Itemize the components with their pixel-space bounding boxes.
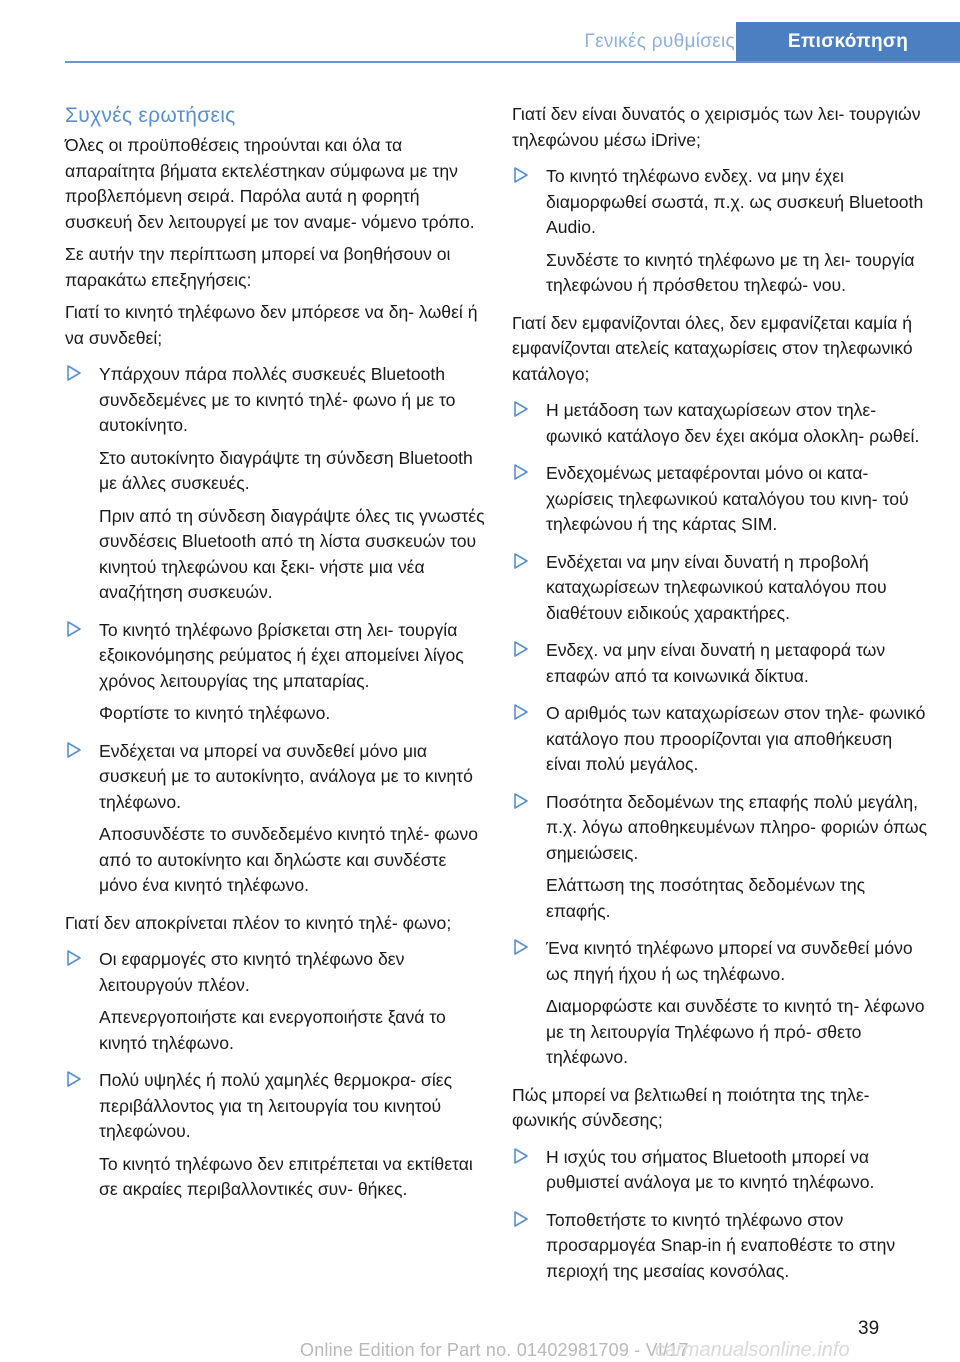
list-item xyxy=(512,164,930,299)
triangle-bullet-icon xyxy=(514,167,530,185)
page-header xyxy=(0,22,960,62)
triangle-bullet-icon xyxy=(514,793,530,811)
triangle-bullet-icon xyxy=(67,1071,83,1089)
list-item-text: Ποσότητα δεδομένων της επαφής πολύ μεγάλη, π.χ. λόγω αποθηκευμένων πληρο- φοριών όπως σημειώσεις. xyxy=(546,791,928,863)
list-item xyxy=(512,936,930,1071)
list-item-instruction: Διαμορφώστε και συνδέστε το κινητό τη- λέφωνο με τη λειτουργία Τηλέφωνο ή πρό- σθετο τηλέφωνο. xyxy=(546,996,925,1067)
list-item-text: Ο αριθμός των καταχωρίσεων στον τηλε- φωνικό κατάλογο που προορίζονται για αποθήκευση είναι πολύ μεγάλος. xyxy=(546,703,926,774)
list-item-text: Το κινητό τηλέφωνο ενδεχ. να μην έχει διαμορφωθεί σωστά, π.χ. ως συσκευή Bluetooth Audio. xyxy=(546,166,924,237)
list-item xyxy=(512,1208,930,1285)
list-item xyxy=(65,1068,485,1203)
answer-list xyxy=(65,947,485,1203)
list-item xyxy=(65,362,485,606)
tab-overview[interactable]: Επισκόπηση xyxy=(736,22,960,62)
triangle-bullet-icon xyxy=(514,704,530,722)
question: Γιατί δεν εμφανίζονται όλες, δεν εμφανίζεται καμία ή εμφανίζονται ατελείς καταχωρίσεις στον τηλεφωνικό κατάλογο; xyxy=(512,312,913,384)
list-item xyxy=(512,461,930,538)
page-number: 39 xyxy=(858,1318,880,1339)
section-tab[interactable]: Γενικές ρυθμίσεις xyxy=(584,31,735,52)
list-item-text: Ενδέχεται να μπορεί να συνδεθεί μόνο μια συσκευή με το αυτοκίνητο, ανάλογα με το κινητό τηλέφωνο. xyxy=(99,740,473,812)
list-item-instruction: Αποσυνδέστε το συνδεδεμένο κινητό τηλέ- φωνο από το αυτοκίνητο και δηλώστε και συνδέστε μόνο ένα κινητό τηλέφωνο. xyxy=(99,824,478,895)
triangle-bullet-icon xyxy=(514,939,530,957)
list-item-text: Οι εφαρμογές στο κινητό τηλέφωνο δεν λειτουργούν πλέον. xyxy=(99,949,405,995)
list-item-instruction: Ελάττωση της ποσότητας δεδομένων της επαφής. xyxy=(546,875,866,921)
intro-paragraph: Όλες οι προϋποθέσεις τηρούνται και όλα τα απαραίτητα βήματα εκτελέστηκαν σύμφωνα με την προβλεπόμενη σειρά. Παρόλα αυτά η φορητή συσκευή δεν λειτουργεί με τον αναμε- νόμενο τρόπο. xyxy=(65,135,475,232)
left-column xyxy=(65,102,485,1215)
list-item xyxy=(512,790,930,925)
list-item xyxy=(512,398,930,449)
list-item-instruction: Φορτίστε το κινητό τηλέφωνο. xyxy=(99,703,331,723)
triangle-bullet-icon xyxy=(67,742,83,760)
footer-edition: Online Edition for Part no. 01402981709 - VI/17 xyxy=(300,1340,689,1360)
list-item-text: Ένα κινητό τηλέφωνο μπορεί να συνδεθεί μόνο ως πηγή ήχου ή ως τηλέφωνο. xyxy=(546,938,913,984)
list-item-text: Ενδεχ. να μην είναι δυνατή η μεταφορά των επαφών από τα κοινωνικά δίκτυα. xyxy=(546,640,886,686)
list-item-text: Η ισχύς του σήματος Bluetooth μπορεί να ρυθμιστεί ανάλογα με το κινητό τηλέφωνο. xyxy=(546,1146,875,1192)
answer-list xyxy=(512,1145,930,1285)
list-item xyxy=(65,947,485,1056)
list-item-instruction: Στο αυτοκίνητο διαγράψτε τη σύνδεση Bluetooth με άλλες συσκευές. xyxy=(99,447,473,493)
list-item xyxy=(512,701,930,778)
list-item xyxy=(512,550,930,627)
list-item-instruction: Απενεργοποιήστε και ενεργοποιήστε ξανά το κινητό τηλέφωνο. xyxy=(99,1007,446,1053)
list-item-text: Η μετάδοση των καταχωρίσεων στον τηλε- φωνικό κατάλογο δεν έχει ακόμα ολοκλη- ρωθεί. xyxy=(546,400,920,446)
question: Γιατί δεν αποκρίνεται πλέον το κινητό τηλέ- φωνο; xyxy=(65,912,452,933)
list-item xyxy=(65,618,485,727)
intro-paragraph: Σε αυτήν την περίπτωση μπορεί να βοηθήσουν οι παρακάτω επεξηγήσεις: xyxy=(65,244,451,290)
list-item-text: Πολύ υψηλές ή πολύ χαμηλές θερμοκρα- σίες περιβάλλοντος για τη λειτουργία του κινητού τηλεφώνου. xyxy=(99,1070,453,1141)
right-column xyxy=(512,102,930,1296)
triangle-bullet-icon xyxy=(514,553,530,571)
list-item-text: Υπάρχουν πάρα πολλές συσκευές Bluetooth συνδεδεμένες με το κινητό τηλέ- φωνο ή με το αυτοκίνητο. xyxy=(99,364,456,435)
list-item xyxy=(512,1145,930,1196)
list-item-instruction: Πριν από τη σύνδεση διαγράψτε όλες τις γνωστές συνδέσεις Bluetooth από τη λίστα συσκευών του κινητού τηλεφώνου και ξεκι- νήστε μια νέα αναζήτηση συσκευών. xyxy=(99,505,485,602)
triangle-bullet-icon xyxy=(514,1211,530,1229)
list-item-text: Ενδέχεται να μην είναι δυνατή η προβολή καταχωρίσεων τηλεφωνικού καταλόγου που διαθέτουν ειδικούς χαρακτήρες. xyxy=(546,551,887,623)
list-item xyxy=(512,638,930,689)
list-item-instruction: Το κινητό τηλέφωνο δεν επιτρέπεται να εκτίθεται σε ακραίες περιβαλλοντικές συν- θήκες. xyxy=(99,1153,473,1199)
answer-list xyxy=(512,398,930,1071)
list-item xyxy=(65,739,485,899)
answer-list xyxy=(512,164,930,299)
answer-list xyxy=(65,362,485,899)
list-item-text: Το κινητό τηλέφωνο βρίσκεται στη λει- τουργία εξοικονόμησης ρεύματος ή έχει απομείνει λίγος χρόνος λειτουργίας της μπαταρίας. xyxy=(99,619,464,691)
triangle-bullet-icon xyxy=(514,1148,530,1166)
question: Γιατί δεν είναι δυνατός ο χειρισμός των λει- τουργιών τηλεφώνου μέσω iDrive; xyxy=(512,104,921,150)
list-item-text: Τοποθετήστε το κινητό τηλέφωνο στον προσαρμογέα Snap-in ή εναποθέστε το στην περιοχή της μεσαίας κονσόλας. xyxy=(546,1209,896,1281)
header-rule xyxy=(65,61,960,63)
list-item-instruction: Συνδέστε το κινητό τηλέφωνο με τη λει- τουργία τηλεφώνου ή πρόσθετου τηλεφώ- νου. xyxy=(546,249,915,295)
triangle-bullet-icon xyxy=(67,950,83,968)
triangle-bullet-icon xyxy=(514,464,530,482)
triangle-bullet-icon xyxy=(67,621,83,639)
triangle-bullet-icon xyxy=(514,401,530,419)
section-heading: Συχνές ερωτήσεις xyxy=(65,104,236,127)
watermark-logo: carmanualsonline.info xyxy=(655,1339,850,1361)
triangle-bullet-icon xyxy=(514,641,530,659)
question: Γιατί το κινητό τηλέφωνο δεν μπόρεσε να δη- λωθεί ή να συνδεθεί; xyxy=(65,302,478,348)
question: Πώς μπορεί να βελτιωθεί η ποιότητα της τηλε- φωνικής σύνδεσης; xyxy=(512,1084,870,1130)
triangle-bullet-icon xyxy=(67,365,83,383)
list-item-text: Ενδεχομένως μεταφέρονται μόνο οι κατα- χωρίσεις τηλεφωνικού καταλόγου του κινη- τού τηλεφώνου ή της κάρτας SIM. xyxy=(546,463,909,534)
